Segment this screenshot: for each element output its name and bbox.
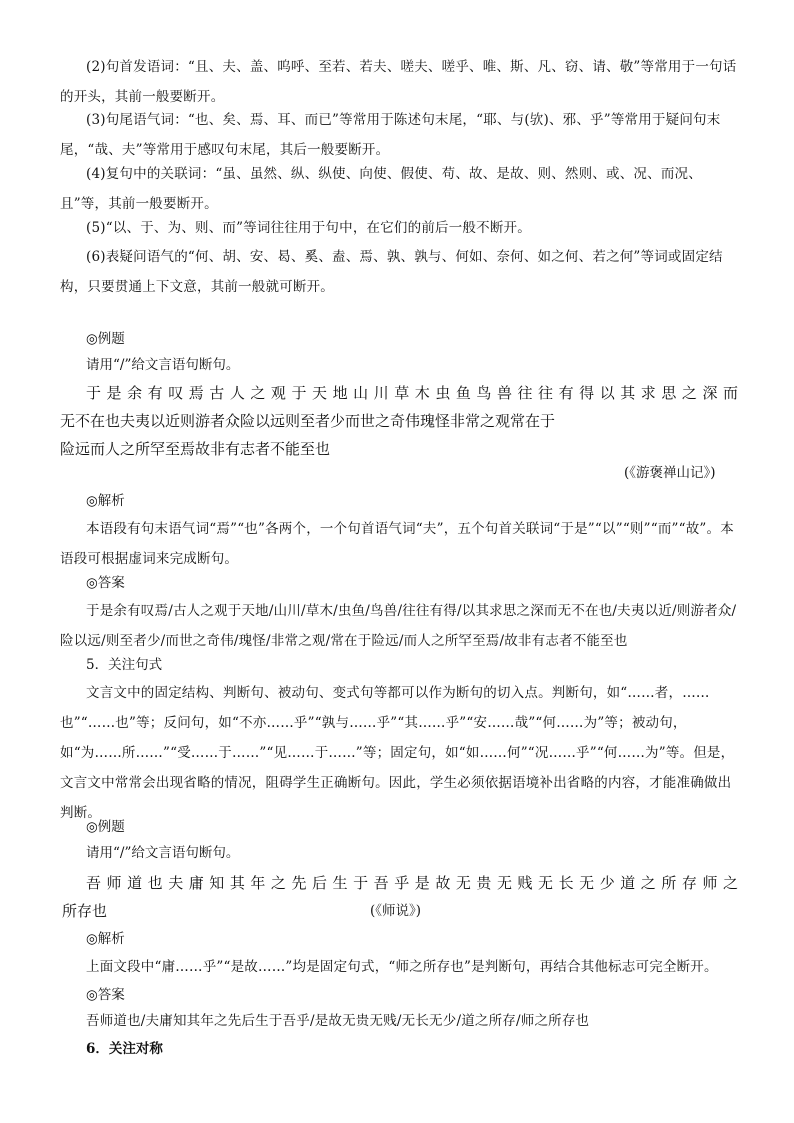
example2-answer: 吾师道也/夫庸知其年之先后生于吾乎/是故无贵无贱/无长无少/道之所存/师之所存也 bbox=[86, 1013, 590, 1029]
example2-text-line2: 所存也 bbox=[62, 902, 108, 920]
rule-2: (2)句首发语词：“且、夫、盖、呜呼、至若、若夫、嗟夫、嗟乎、唯、斯、凡、窃、请、敬”等常用于一句话的开头，其前一般要断开。 bbox=[60, 59, 737, 105]
rule-5: (5)“以、于、为、则、而”等词往往用于句中，在它们的前后一般不断开。 bbox=[86, 220, 531, 236]
example1-answer: 于是余有叹焉/古人之观于天地/山川/草木/虫鱼/鸟兽/往往有得/以其求思之深而无不在也/夫夷以近/则游者众/险以远/则至者少/而世之奇伟/瑰怪/非常之观/常在于险远/而人之所罕至焉/故非有志者不能至也 bbox=[60, 603, 737, 649]
example2-analysis-label: ◎解析 bbox=[86, 931, 125, 947]
example1-text-line2: 无不在也夫夷以近则游者众险以远则至者少而世之奇伟瑰怪非常之观常在于 bbox=[60, 412, 556, 430]
example1-answer-label: ◎答案 bbox=[86, 575, 125, 591]
section6-heading: 6．关注对称 bbox=[86, 1041, 163, 1057]
example1-text-line3: 险远而人之所罕至焉故非有志者不能至也 bbox=[60, 440, 331, 458]
rule-3: (3)句尾语气词：“也、矣、焉、耳、而已”等常用于陈述句末尾，“耶、与(欤)、邪、乎”等常用于疑问句末尾，“哉、夫”等常用于感叹句末尾，其后一般要断开。 bbox=[60, 112, 721, 158]
section5-heading: 5．关注句式 bbox=[86, 657, 163, 673]
rule-4: (4)复句中的关联词：“虽、虽然、纵、纵使、向使、假使、苟、故、是故、则、然则、或、况、而况、且”等，其前一般要断开。 bbox=[60, 166, 702, 212]
example2-prompt: 请用“/”给文言语句断句。 bbox=[86, 845, 240, 861]
example2-analysis: 上面文段中“庸……乎”“是故……”均是固定句式，“师之所存也”是判断句，再结合其他标志可完全断开。 bbox=[86, 959, 718, 975]
section5-body: 文言文中的固定结构、判断句、被动句、变式句等都可以作为断句的切入点。判断句，如“……者，……也”“……也”等；反问句，如“不亦……乎”“孰与……乎”“其……乎”“安……哉”“何……为”等；被动句，如“为……所……”“受……于……”“见……于……”等；固定句，如“如……何”“况……乎”“何……为”等。但是，文言文中常常会出现省略的情况，阻碍学生正确断句。因此，学生必须依据语境补出省略的内容，才能准确做出判断。 bbox=[60, 685, 735, 821]
example2-source: (《师说》) bbox=[370, 903, 422, 919]
example1-analysis: 本语段有句末语气词“焉”“也”各两个，一个句首语气词“夫”，五个句首关联词“于是”“以”“则”“而”“故”。本语段可根据虚词来完成断句。 bbox=[60, 521, 734, 567]
example2-label: ◎例题 bbox=[86, 819, 125, 835]
example1-source: (《游褒禅山记》) bbox=[624, 465, 716, 481]
example1-text-line1: 于是余有叹焉古人之观于天地山川草木虫鱼鸟兽往往有得以其求思之深而 bbox=[86, 384, 738, 402]
example1-prompt: 请用“/”给文言语句断句。 bbox=[86, 357, 240, 373]
example2-answer-label: ◎答案 bbox=[86, 987, 125, 1003]
example1-label: ◎例题 bbox=[86, 331, 125, 347]
rule-6: (6)表疑问语气的“何、胡、安、曷、奚、盍、焉、孰、孰与、何如、奈何、如之何、若之何”等词或固定结构，只要贯通上下文意，其前一般就可断开。 bbox=[60, 249, 723, 295]
example1-analysis-label: ◎解析 bbox=[86, 493, 125, 509]
example2-text-line1: 吾师道也夫庸知其年之先后生于吾乎是故无贵无贱无长无少道之所存师之 bbox=[86, 874, 738, 892]
